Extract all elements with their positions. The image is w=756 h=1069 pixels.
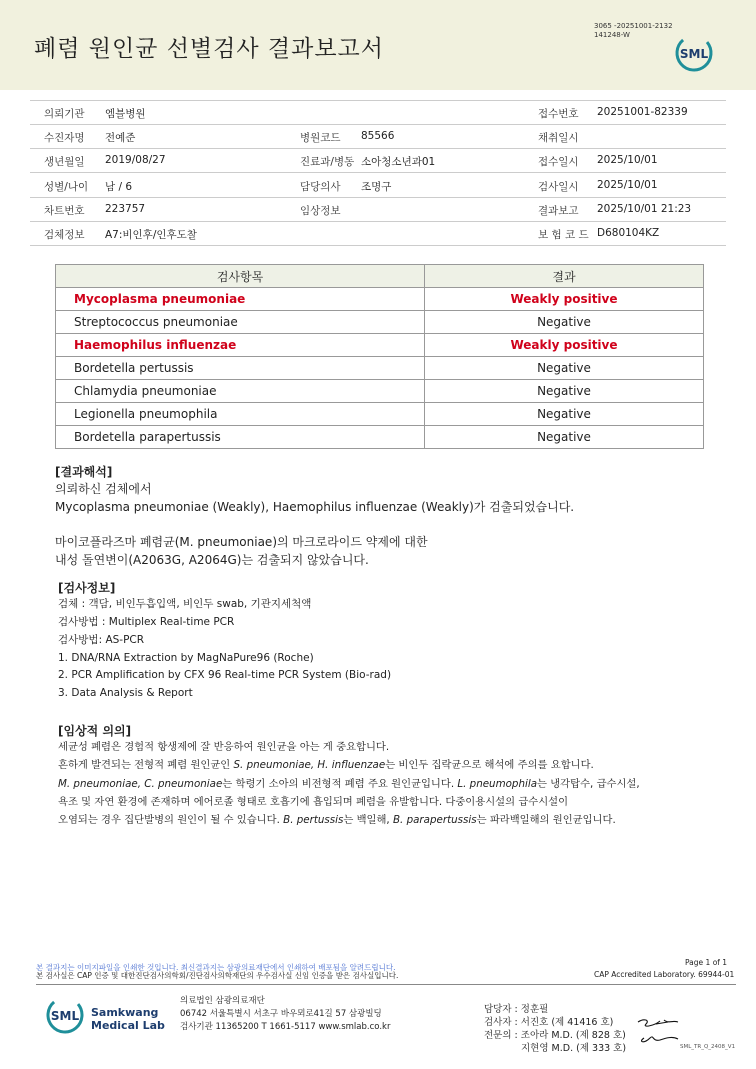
clinical-text: 는 냉각탑수, 급수시설, xyxy=(537,778,640,790)
test-item: Haemophilus influenzae xyxy=(56,334,425,357)
samkwang-wordmark xyxy=(91,1006,165,1032)
doctor-label: 담당의사 xyxy=(300,181,341,193)
interpretation-line: 내성 돌연변이(A2063G, A2064G)는 검출되지 않았습니다. xyxy=(55,553,369,567)
test-item: Chlamydia pneumoniae xyxy=(56,380,425,403)
report-title: 폐렴 원인균 선별검사 결과보고서 xyxy=(34,36,384,62)
receipt-date-label: 접수일시 xyxy=(538,156,579,168)
test-result: Negative xyxy=(425,426,704,449)
clinical-label: 임상정보 xyxy=(300,205,341,217)
chart-value: 223757 xyxy=(105,203,146,215)
footer-divider xyxy=(36,984,736,985)
test-result: Weakly positive xyxy=(425,288,704,311)
results-table xyxy=(55,264,704,449)
chart-label: 차트번호 xyxy=(44,205,85,217)
signatories xyxy=(484,1003,626,1055)
hospital-value: 엠블병원 xyxy=(105,108,146,120)
certification-note: 본 검사실은 CAP 인증 및 대한진단검사의학회/진단검사의학재단의 우수검사실 신임 인증을 받은 검사실입니다. xyxy=(36,971,399,980)
form-code: SML_TR_Q_2408_V1 xyxy=(680,1044,736,1050)
hosp-code-label: 병원코드 xyxy=(300,132,341,144)
report-code-line1: 3065 -20251001-2132 xyxy=(594,22,673,30)
tester: 검사자 : 서진호 (제 41416 호) xyxy=(484,1017,614,1028)
dob-value: 2019/08/27 xyxy=(105,154,166,166)
wordmark-line2: Medical Lab xyxy=(91,1019,165,1032)
sml-logo-text: SML xyxy=(679,47,709,61)
manager: 담당자 : 정훈필 xyxy=(484,1004,549,1015)
org-contact: 검사기관 11365200 T 1661-5117 www.smlab.co.kr xyxy=(180,1022,391,1032)
receipt-date-value: 2025/10/01 xyxy=(597,154,658,166)
samkwang-logo-icon xyxy=(42,995,88,1035)
dept-label: 진료과/병동 xyxy=(300,156,355,168)
test-info-line: 3. Data Analysis & Report xyxy=(58,687,193,699)
specimen-value: A7:비인후/인후도찰 xyxy=(105,229,197,241)
table-row xyxy=(56,311,704,334)
organism-name: B. parapertussis xyxy=(392,814,477,826)
clinical-text: 는 백일해, xyxy=(343,814,393,826)
collect-date-label: 채취일시 xyxy=(538,132,579,144)
test-item: Streptococcus pneumoniae xyxy=(56,311,425,334)
clinical-line: 세균성 폐렴은 경험적 항생제에 잘 반응하여 원인균을 아는 게 중요합니다. xyxy=(58,741,390,753)
test-result: Weakly positive xyxy=(425,334,704,357)
col-result-header: 결과 xyxy=(425,265,704,288)
clinical-line xyxy=(58,756,594,775)
clinical-line xyxy=(58,811,616,830)
results-header-row xyxy=(56,265,704,288)
specialist: 전문의 : 조아라 M.D. (제 828 호) xyxy=(484,1030,626,1041)
clinical-line: 욕조 및 자연 환경에 존재하며 에어로졸 형태로 호흡기에 흡입되며 폐렴을 유발합니다. 다중이용시설의 급수시설이 xyxy=(58,796,569,808)
interpretation-line: 의뢰하신 검체에서 xyxy=(55,482,152,496)
insurance-label: 보 험 코 드 xyxy=(538,229,589,241)
dob-label: 생년월일 xyxy=(44,156,85,168)
col-item-header: 검사항목 xyxy=(56,265,425,288)
clinical-text: 는 비인두 집락균으로 해석에 주의를 요합니다. xyxy=(385,759,594,771)
print-watermark: 본 결과지는 이미지파일을 인쇄한 것입니다. 최신결과지는 삼광의료재단에서 인쇄하여 배포됨을 알려드립니다. xyxy=(36,963,396,972)
test-item: Mycoplasma pneumoniae xyxy=(56,288,425,311)
organism-name: B. pertussis xyxy=(283,814,344,826)
test-info-heading: [검사정보] xyxy=(58,581,116,595)
sml-logo-icon xyxy=(673,33,715,73)
test-info-line: 1. DNA/RNA Extraction by MagNaPure96 (Roche) xyxy=(58,652,314,664)
org-info xyxy=(180,995,390,1034)
test-result: Negative xyxy=(425,403,704,426)
table-row xyxy=(56,380,704,403)
org-name: 의료법인 삼광의료재단 xyxy=(180,996,265,1006)
sex-age-value: 남 / 6 xyxy=(105,181,133,193)
test-item: Bordetella parapertussis xyxy=(56,426,425,449)
report-code-line2: 141248-W xyxy=(594,31,630,39)
table-row xyxy=(56,403,704,426)
hospital-label: 의뢰기관 xyxy=(44,108,85,120)
samkwang-logo-text: SML xyxy=(50,1009,80,1023)
test-date-label: 검사일시 xyxy=(538,181,579,193)
wordmark-line1: Samkwang xyxy=(91,1006,159,1019)
test-date-value: 2025/10/01 xyxy=(597,179,658,191)
test-item: Bordetella pertussis xyxy=(56,357,425,380)
test-info-line: 검사방법 : Multiplex Real-time PCR xyxy=(58,616,235,628)
insurance-value: D680104KZ xyxy=(597,227,660,239)
table-row xyxy=(56,288,704,311)
divider xyxy=(30,245,726,246)
cap-accreditation: CAP Accredited Laboratory. 69944-01 xyxy=(594,970,735,979)
test-info-line: 2. PCR Amplification by CFX 96 Real-time PCR System (Bio-rad) xyxy=(58,669,392,681)
clinical-line xyxy=(58,775,640,794)
report-label: 결과보고 xyxy=(538,205,579,217)
test-info-line: 검사방법: AS-PCR xyxy=(58,634,145,646)
interpretation-line: Mycoplasma pneumoniae (Weakly), Haemophilus influenzae (Weakly)가 검출되었습니다. xyxy=(55,500,575,514)
report-value: 2025/10/01 21:23 xyxy=(597,203,692,215)
hosp-code-value: 85566 xyxy=(361,130,395,142)
divider xyxy=(30,172,726,173)
organism-name: S. pneumoniae, H. influenzae xyxy=(233,759,386,771)
organism-name: L. pneumophila xyxy=(457,778,538,790)
test-info-line: 검체 : 객담, 비인두흡입액, 비인두 swab, 기관지세척액 xyxy=(58,598,312,610)
divider xyxy=(30,100,726,101)
patient-label: 수진자명 xyxy=(44,132,85,144)
clinical-significance-heading: [임상적 의의] xyxy=(58,724,132,738)
dept-value: 소아청소년과01 xyxy=(361,156,436,168)
clinical-text: 흔하게 발견되는 전형적 폐렴 원인균인 xyxy=(58,759,234,771)
table-row xyxy=(56,426,704,449)
test-result: Negative xyxy=(425,380,704,403)
divider xyxy=(30,124,726,125)
organism-name: M. pneumoniae, C. pneumoniae xyxy=(58,778,223,790)
specimen-label: 검체정보 xyxy=(44,229,85,241)
patient-value: 전예준 xyxy=(105,132,136,144)
doctor-value: 조명구 xyxy=(361,181,392,193)
interpretation-line: 마이코플라즈마 폐렴균(M. pneumoniae)의 마크로라이드 약제에 대한 xyxy=(55,535,428,549)
test-result: Negative xyxy=(425,357,704,380)
divider xyxy=(30,221,726,222)
receipt-no-label: 접수번호 xyxy=(538,108,579,120)
clinical-text: 는 파라백일해의 원인균입니다. xyxy=(476,814,616,826)
page-number: Page 1 of 1 xyxy=(685,958,728,967)
interpretation-heading: [결과해석] xyxy=(55,465,113,479)
divider xyxy=(30,148,726,149)
clinical-text: 오염되는 경우 집단발병의 원인이 될 수 있습니다. xyxy=(58,814,284,826)
test-item: Legionella pneumophila xyxy=(56,403,425,426)
table-row xyxy=(56,334,704,357)
specialist: 지현영 M.D. (제 333 호) xyxy=(521,1043,627,1054)
sex-age-label: 성별/나이 xyxy=(44,181,89,193)
org-address: 06742 서울특별시 서초구 바우뫼로41길 57 삼광빌딩 xyxy=(180,1009,382,1019)
signature-icon xyxy=(634,1012,684,1048)
receipt-no-value: 20251001-82339 xyxy=(597,106,688,118)
test-result: Negative xyxy=(425,311,704,334)
report-code xyxy=(594,22,673,40)
clinical-text: 는 학령기 소아의 비전형적 폐렴 주요 원인균입니다. xyxy=(222,778,458,790)
table-row xyxy=(56,357,704,380)
divider xyxy=(30,197,726,198)
